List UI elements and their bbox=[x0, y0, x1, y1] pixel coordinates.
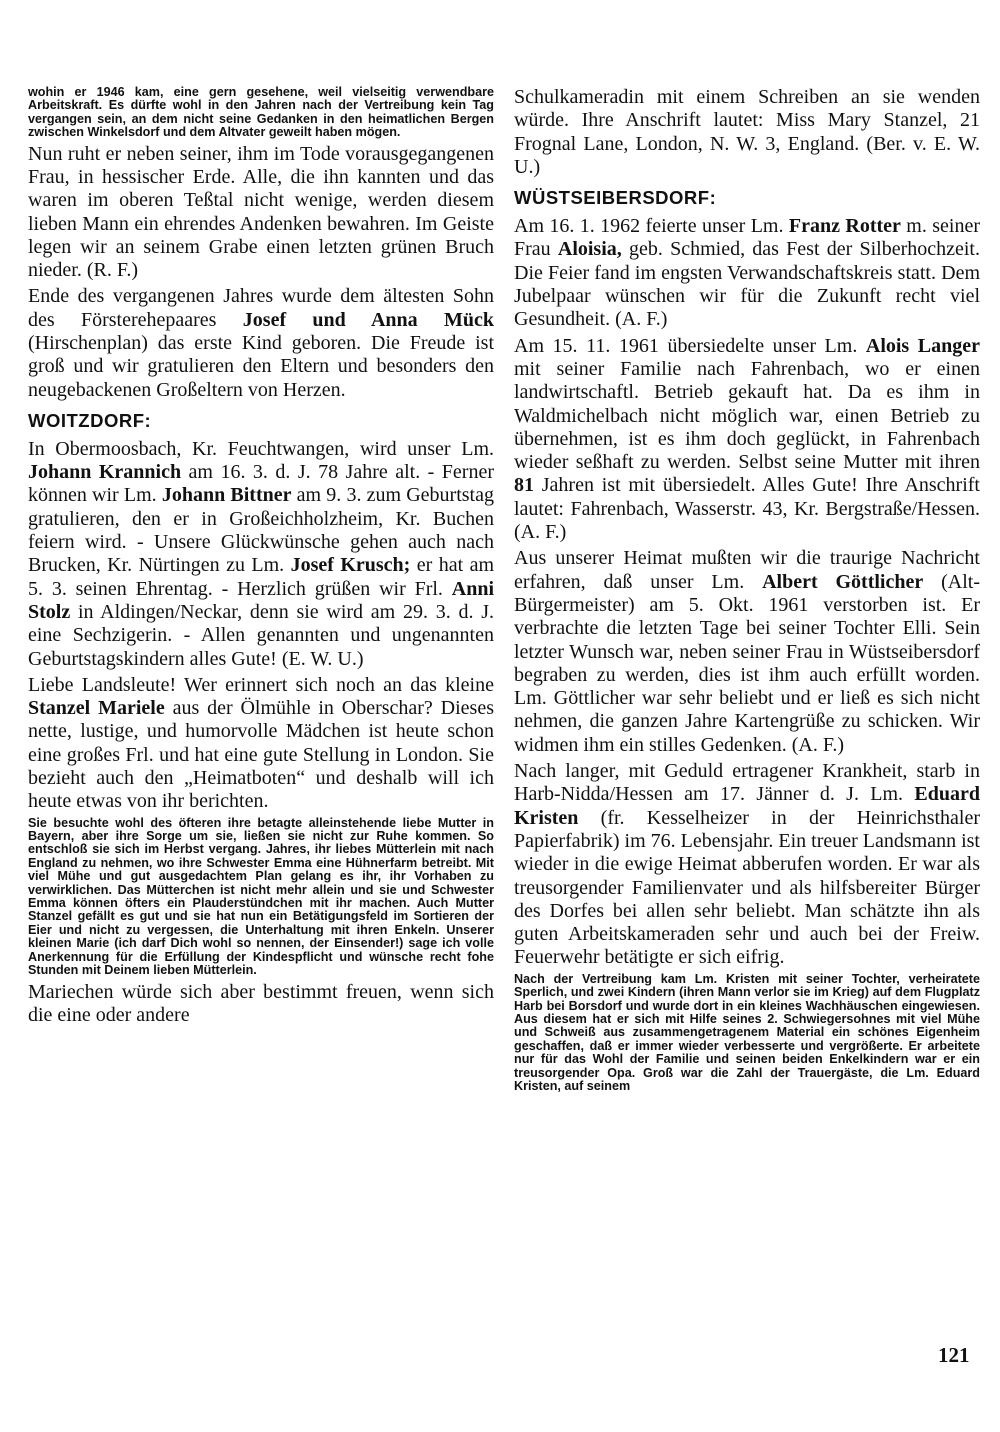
text-run: Am 16. 1. 1962 feierte unser Lm. bbox=[514, 215, 789, 238]
obituary-goettlicher bbox=[514, 547, 980, 757]
right-column bbox=[514, 86, 980, 1096]
bold-name: Josef Krusch; bbox=[290, 554, 411, 577]
text-run: Liebe Landsleute! Wer erinnert sich noch an das kleine bbox=[28, 673, 494, 696]
text-run: er hat am 5. 3. seinen Ehrentag. - Herzlich grüßen wir Frl. bbox=[28, 554, 495, 600]
bold-name: Eduard Kristen bbox=[514, 783, 980, 829]
obituary-continuation-small: wohin er 1946 kam, eine gern gesehene, weil vielseitig verwendbare Arbeitskraft. Es dürfte wohl in den Jahren nach der Vertreibung kein Tag vergangen sein, an dem nicht seine Gedanken in den heimatlichen Bergen zwischen Winkelsdorf und dem Altvater geweilt haben mögen. bbox=[28, 85, 494, 140]
text-run: Am 15. 11. 1961 übersiedelte unser Lm. bbox=[514, 334, 866, 357]
stanzel-story-small: Sie besuchte wohl des öfteren ihre betagte alleinstehende liebe Mutter in Bayern, aber ihre Sorge um sie, ließen sie nicht zur Ruhe kommen. So entschloß sie sich im Herbst vergang. Jahres, ihr liebes Mütterlein mit nach England zu nehmen, wo ihre Schwester Emma eine Hühnerfarm betreibt. Mit viel Mühe und gut ausgedachtem Plan gelang es ihr, ihr Vorhaben zu verwirklichen. Das Mütterchen ist nicht mehr allein und sie und Schwester Emma können öfters ein Plauderstündchen mit ihr machen. Auch Mutter Stanzel gefällt es gut und sie hat nun ein Betätigungsfeld im Sortieren der Eier und nicht zu vergessen, die Unterhaltung mit ihren Enkeln. Unserer kleinen Marie (ich darf Dich wohl so nennen, der Einsender!) sage ich volle Anerkennung für die Erfüllung der Kindespflicht und wünsche recht fohe Stunden mit Deinem lieben Mütterlein. bbox=[28, 815, 494, 978]
stanzel-intro bbox=[28, 674, 494, 814]
text-run: mit seiner Familie nach Fahrenbach, wo er einen landwirtschaftl. Betrieb gekauft hat. Da es ihm in Waldmichelbach nicht möglich war, einen Betrieb zu übernehmen, ist es ihm doch geglückt, in Fahrenbach wieder seßhaft zu werden. Selbst seine Mutter mit ihren bbox=[514, 357, 980, 474]
text-run: aus der Ölmühle in Oberschar? Dieses nette, lustige, und humorvolle Mädchen ist heute schon eine großes Frl. und hat eine gute Stellung in London. Sie bezieht auch den „Heimatboten“ und deshalb will ich heute etwas von ihr berichten. bbox=[28, 697, 494, 813]
text-run: am 16. 3. d. J. 78 Jahre alt. - Ferner können wir Lm. bbox=[28, 461, 494, 507]
obituary-kristen bbox=[514, 760, 980, 970]
obituary-continuation: Nun ruht er neben seiner, ihm im Tode vorausgegangenen Frau, in hessischer Erde. Alle, die ihn kannten und das waren im oberen Teßtal nicht wenige, werden diesem lieben Mann ein ehrendes Andenken bewahren. Im Geiste legen wir an seinem Grabe einen letzten grünen Bruch nieder. (R. F.) bbox=[28, 142, 494, 282]
text-run: Ende des vergangenen Jahres wurde dem ältesten Sohn des Försterehepaares bbox=[28, 285, 494, 331]
section-heading-wuestseibersdorf: WÜSTSEIBERSDORF: bbox=[514, 187, 717, 209]
birthday-announcements bbox=[28, 438, 494, 671]
bold-name: Stanzel Mariele bbox=[28, 697, 165, 720]
kristen-story-small: Nach der Vertreibung kam Lm. Kristen mit seiner Tochter, verheiratete Sperlich, und zwei Kindern (ihren Mann verlor sie im Krieg) auf dem Flugplatz Harb bei Borsdorf und wurde dort in ein kleines Wachhäuschen eingewiesen. Aus diesem hat er sich mit Hilfe seines 2. Schwiegersohnes mit viel Mühe und Schweiß aus zusammengetragenem Material ein schönes Eigenheim geschaffen, daß er immer wieder verbesserte und vergrößerte. Er arbeitete nur für das Wohl der Familie und seinen beiden Enkelkindern war er ein treusorgender Opa. Groß war die Zahl der Trauergäste, die Lm. Eduard Kristen, auf seinem bbox=[514, 971, 980, 1093]
bold-number: 81 bbox=[514, 474, 534, 497]
bold-name: Anni Stolz bbox=[28, 577, 494, 623]
relocation-notice bbox=[514, 335, 980, 545]
bold-name: Johann Krannich bbox=[28, 461, 182, 484]
text-run: Nach langer, mit Geduld ertragener Krankheit, starb in Harb-Nidda/Hessen am 17. Jänner d. J. Lm. bbox=[514, 760, 980, 806]
stanzel-closing: Mariechen würde sich aber bestimmt freuen, wenn sich die eine oder andere bbox=[28, 980, 494, 1026]
text-run: (Alt-Bürgermeister) am 5. Okt. 1961 verstorben ist. Er verbrachte die letzten Tage bei seiner Tochter Elli. Sein letzter Wunsch war, neben seiner Frau in Wüstseibersdorf begraben zu werden, dies ist ihm auch erfüllt worden. Lm. Göttlicher war sehr beliebt und er ließ es sich nicht nehmen, die ganzen Jahre Kartengrüße zu schicken. Wir widmen ihm ein stilles Gedenken. (A. F.) bbox=[514, 570, 980, 756]
bold-name: Aloisia, bbox=[557, 238, 622, 261]
bold-name: Franz Rotter bbox=[788, 215, 901, 238]
bold-name: Albert Göttlicher bbox=[762, 570, 924, 593]
left-column bbox=[28, 86, 494, 1030]
section-heading-woitzdorf: WOITZDORF: bbox=[28, 409, 152, 431]
bold-name: Josef und Anna Mück bbox=[242, 308, 494, 331]
text-run: geb. Schmied, das Fest der Silberhochzeit. Die Feier fand im engsten Verwandschaftskreis statt. Dem Jubelpaar wünschen wir für die Zukunft recht viel Gesundheit. (A. F.) bbox=[514, 238, 980, 331]
stanzel-address: Schulkameradin mit einem Schreiben an sie wenden würde. Ihre Anschrift lautet: Miss Mary Stanzel, 21 Frognal Lane, London, N. W. 3, England. (Ber. v. E. W. U.) bbox=[514, 86, 980, 178]
bold-name: Alois Langer bbox=[865, 334, 980, 357]
text-run: am 9. 3. zum Geburtstag gratulieren, den er in Großeichholzheim, Kr. Buchen feiern wird. - Unsere Glückwünsche gehen auch nach Brucken, Kr. Nürtingen zu Lm. bbox=[28, 484, 494, 577]
bold-name: Johann Bittner bbox=[161, 484, 292, 507]
text-run: m. seiner Frau bbox=[514, 215, 980, 261]
text-run: in Aldingen/Neckar, denn sie wird am 29. 3. d. J. eine Sechzigerin. - Allen genannten und ungenannten Geburtstagskindern alles Gute! (E. W. U.) bbox=[28, 600, 494, 670]
text-run: Jahren ist mit übersiedelt. Alles Gute! Ihre Anschrift lautet: Fahrenbach, Wasserstr. 43, Kr. Bergstraße/Hessen. (A. F.) bbox=[514, 474, 980, 544]
text-run: (fr. Kesselheizer in der Heinrichsthaler Papierfabrik) im 76. Lebensjahr. Ein treuer Landsmann ist wieder in die ewige Heimat abberufen worden. Er war als treusorgender Familienvater und als hilfsbereiter Bürger des Dorfes bei allen sehr beliebt. Man schätzte ihn als guten Arbeitskameraden sehr und auch bei der Freiw. Feuerwehr betätigte er sich eifrig. bbox=[514, 806, 980, 969]
birth-announcement bbox=[28, 285, 494, 401]
text-run: (Hirschenplan) das erste Kind geboren. Die Freude ist groß und wir gratulieren den Eltern und besonders den neugebackenen Großeltern von Herzen. bbox=[28, 332, 494, 401]
text-run: Aus unserer Heimat mußten wir die traurige Nachricht erfahren, daß unser Lm. bbox=[514, 547, 980, 593]
text-run: In Obermoosbach, Kr. Feuchtwangen, wird unser Lm. bbox=[28, 437, 494, 460]
page-number: 121 bbox=[938, 1343, 970, 1367]
silver-wedding bbox=[514, 215, 980, 331]
